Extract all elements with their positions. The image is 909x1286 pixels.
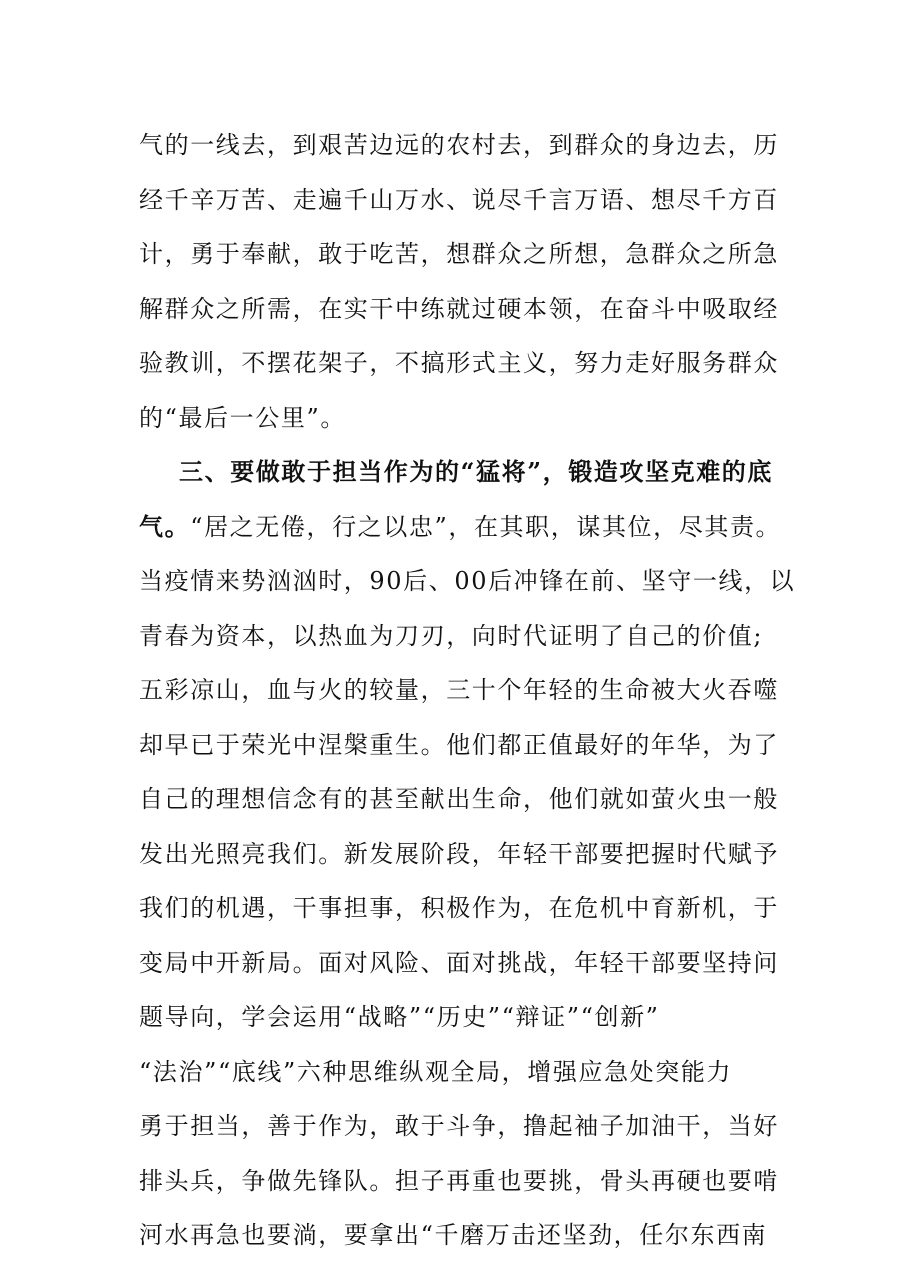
- text-line: “法治”“底线”六种思维纵观全局，增强应急处突能力: [139, 1058, 733, 1086]
- text-line: 经千辛万苦、走遍千山万水、说尽千言万语、想尽千方百: [139, 186, 779, 214]
- text-line: 气的一线去，到艰苦边远的农村去，到群众的身边去，历: [139, 131, 779, 159]
- text-line: 青春为资本，以热血为刀刃，向时代证明了自己的价值;: [139, 622, 764, 650]
- text-line: 却早已于荣光中涅槃重生。他们都正值最好的年华，为了: [139, 731, 779, 759]
- text-line: 排头兵，争做先锋队。担子再重也要挑，骨头再硬也要啃: [139, 1167, 779, 1195]
- section-heading-end: 气。: [139, 512, 191, 541]
- text-line: 解群众之所需，在实干中练就过硬本领，在奋斗中吸取经: [139, 295, 779, 323]
- text-line: 五彩凉山，血与火的较量，三十个年轻的生命被大火吞噬: [139, 676, 779, 704]
- heading-continuation-line: [139, 507, 782, 547]
- text-line: 勇于担当，善于作为，敢于斗争，撸起袖子加油干，当好: [139, 1112, 779, 1140]
- text-line: 题导向，学会运用“战略”“历史”“辩证”“创新”: [139, 1003, 660, 1031]
- text-line: 发出光照亮我们。新发展阶段，年轻干部要把握时代赋予: [139, 840, 779, 868]
- text-line: 变局中开新局。面对风险、面对挑战，年轻干部要坚持问: [139, 949, 779, 977]
- text-line: 验教训，不摆花架子，不搞形式主义，努力走好服务群众: [139, 349, 779, 377]
- text-line: 的“最后一公里”。: [139, 404, 346, 432]
- text-line: 我们的机遇，干事担事，积极作为，在危机中育新机，于: [139, 894, 779, 922]
- text-line: 自己的理想信念有的甚至献出生命，他们就如萤火虫一般: [139, 785, 779, 813]
- text-segment: “居之无倦，行之以忠”，在其职，谋其位，尽其责。: [190, 513, 782, 541]
- text-line: 当疫情来势汹汹时，90后、00后冲锋在前、坚守一线，以: [139, 567, 796, 595]
- text-line: 河水再急也要淌，要拿出“千磨万击还坚劲，任尔东西南: [139, 1221, 768, 1249]
- section-heading: 三、要做敢于担当作为的“猛将”，锻造攻坚克难的底: [179, 457, 774, 486]
- text-line: 计，勇于奉献，敢于吃苦，想群众之所想，急群众之所急: [139, 240, 779, 268]
